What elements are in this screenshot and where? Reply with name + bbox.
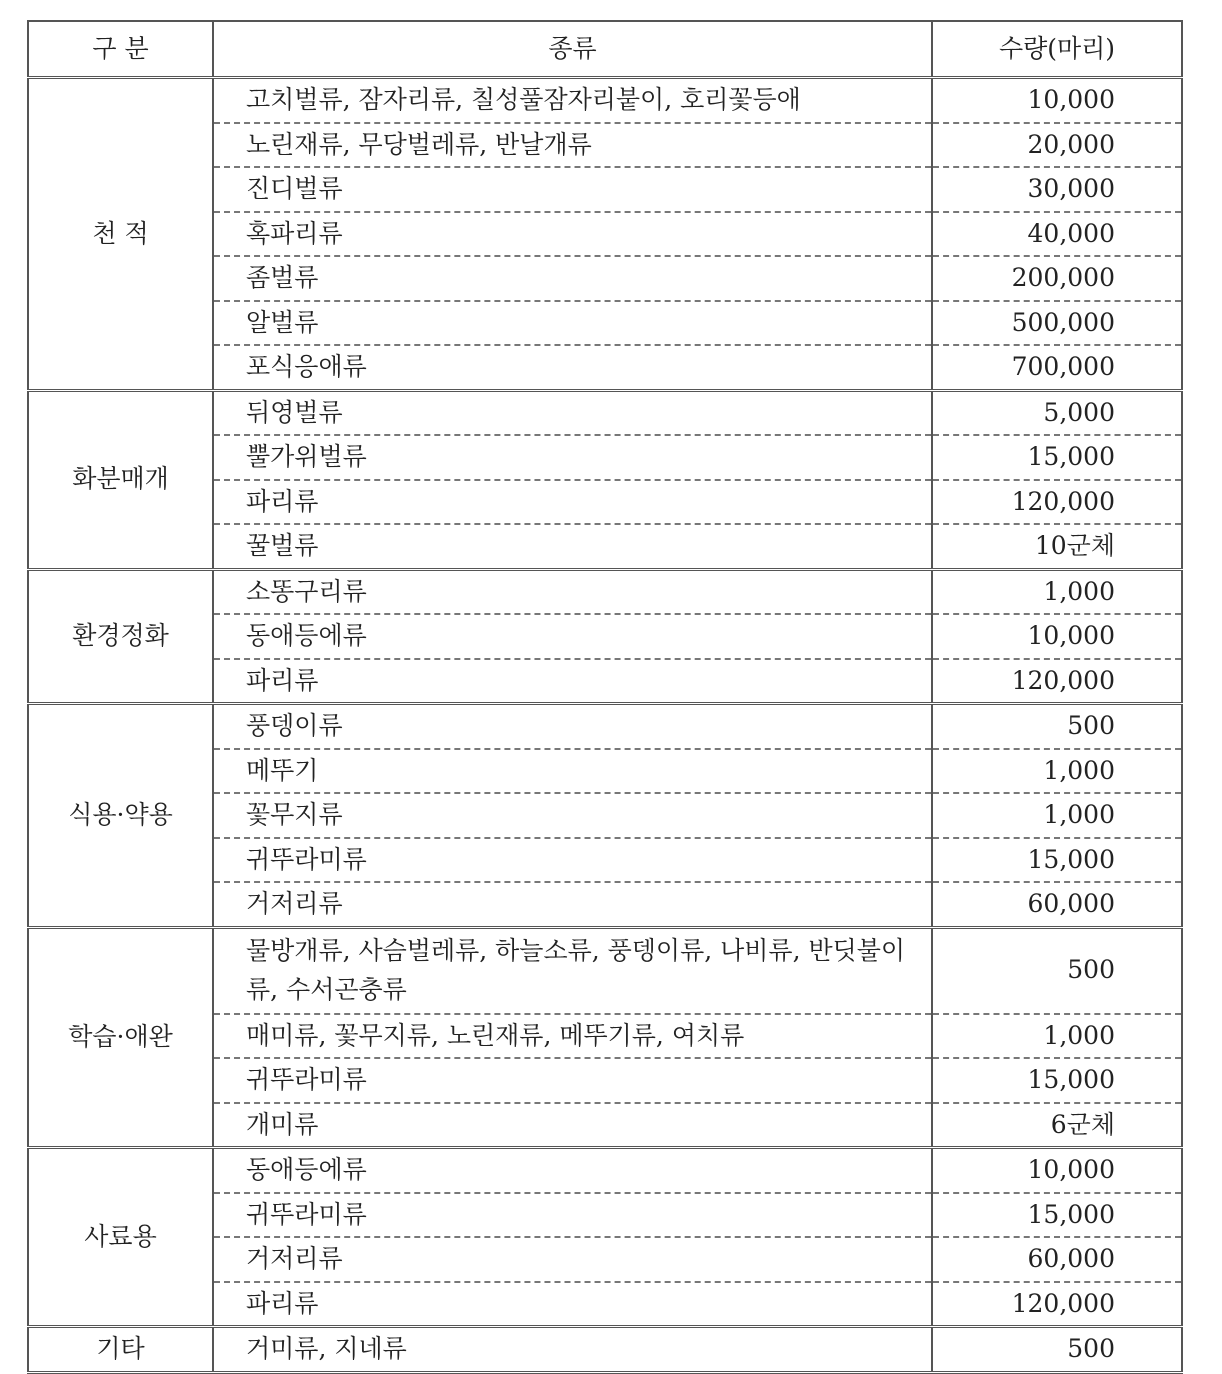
quantity-cell: 40,000: [932, 212, 1182, 257]
table-row: [28, 390, 1182, 435]
species-cell: 고치벌류, 잠자리류, 칠성풀잠자리붙이, 호리꽃등애: [213, 78, 932, 123]
species-cell: 파리류: [213, 1282, 932, 1327]
species-cell: 꽃무지류: [213, 793, 932, 838]
species-cell: 파리류: [213, 659, 932, 704]
quantity-cell: 500: [932, 1327, 1182, 1373]
header-category: 구 분: [28, 21, 213, 78]
category-cell: 화분매개: [28, 390, 213, 569]
species-cell: 매미류, 꽃무지류, 노린재류, 메뚜기류, 여치류: [213, 1014, 932, 1059]
species-cell: 진디벌류: [213, 167, 932, 212]
table-body: [28, 78, 1182, 1373]
table-row: [28, 704, 1182, 749]
header-row: [28, 21, 1182, 78]
species-cell: 메뚜기: [213, 749, 932, 794]
quantity-cell: 60,000: [932, 882, 1182, 927]
table-row: [28, 569, 1182, 614]
quantity-cell: 10군체: [932, 524, 1182, 569]
species-cell: 소똥구리류: [213, 569, 932, 614]
species-cell: 거저리류: [213, 882, 932, 927]
species-cell: 좀벌류: [213, 256, 932, 301]
quantity-cell: 60,000: [932, 1237, 1182, 1282]
species-cell: 물방개류, 사슴벌레류, 하늘소류, 풍뎅이류, 나비류, 반딧불이류, 수서곤충류: [213, 927, 932, 1014]
quantity-cell: 120,000: [932, 1282, 1182, 1327]
table-row: [28, 1148, 1182, 1193]
species-cell: 개미류: [213, 1103, 932, 1148]
species-cell: 노린재류, 무당벌레류, 반날개류: [213, 123, 932, 168]
category-cell: 기타: [28, 1327, 213, 1373]
quantity-cell: 10,000: [932, 614, 1182, 659]
quantity-cell: 10,000: [932, 1148, 1182, 1193]
species-cell: 알벌류: [213, 301, 932, 346]
quantity-cell: 15,000: [932, 435, 1182, 480]
quantity-cell: 15,000: [932, 838, 1182, 883]
quantity-cell: 6군체: [932, 1103, 1182, 1148]
species-cell: 포식응애류: [213, 345, 932, 390]
insect-quantity-table: [27, 20, 1183, 1374]
category-cell: 환경정화: [28, 569, 213, 704]
species-cell: 뿔가위벌류: [213, 435, 932, 480]
quantity-cell: 200,000: [932, 256, 1182, 301]
quantity-cell: 1,000: [932, 1014, 1182, 1059]
quantity-cell: 5,000: [932, 390, 1182, 435]
quantity-cell: 15,000: [932, 1058, 1182, 1103]
species-cell: 혹파리류: [213, 212, 932, 257]
quantity-cell: 15,000: [932, 1193, 1182, 1238]
quantity-cell: 120,000: [932, 480, 1182, 525]
species-cell: 귀뚜라미류: [213, 1058, 932, 1103]
quantity-cell: 1,000: [932, 749, 1182, 794]
species-cell: 꿀벌류: [213, 524, 932, 569]
species-cell: 동애등에류: [213, 1148, 932, 1193]
species-cell: 귀뚜라미류: [213, 1193, 932, 1238]
quantity-cell: 1,000: [932, 569, 1182, 614]
quantity-cell: 500,000: [932, 301, 1182, 346]
table-row: [28, 927, 1182, 1014]
category-cell: 학습·애완: [28, 927, 213, 1148]
quantity-cell: 10,000: [932, 78, 1182, 123]
quantity-cell: 1,000: [932, 793, 1182, 838]
species-cell: 파리류: [213, 480, 932, 525]
quantity-cell: 120,000: [932, 659, 1182, 704]
species-cell: 거저리류: [213, 1237, 932, 1282]
species-cell: 귀뚜라미류: [213, 838, 932, 883]
category-cell: 식용·약용: [28, 704, 213, 928]
quantity-cell: 20,000: [932, 123, 1182, 168]
species-cell: 풍뎅이류: [213, 704, 932, 749]
table-row: [28, 78, 1182, 123]
quantity-cell: 500: [932, 927, 1182, 1014]
quantity-cell: 30,000: [932, 167, 1182, 212]
species-cell: 뒤영벌류: [213, 390, 932, 435]
category-cell: 천 적: [28, 78, 213, 391]
quantity-cell: 500: [932, 704, 1182, 749]
species-cell: 거미류, 지네류: [213, 1327, 932, 1373]
table-row: [28, 1327, 1182, 1373]
species-cell: 동애등에류: [213, 614, 932, 659]
header-quantity: 수량(마리): [932, 21, 1182, 78]
category-cell: 사료용: [28, 1148, 213, 1327]
quantity-cell: 700,000: [932, 345, 1182, 390]
header-species: 종류: [213, 21, 932, 78]
